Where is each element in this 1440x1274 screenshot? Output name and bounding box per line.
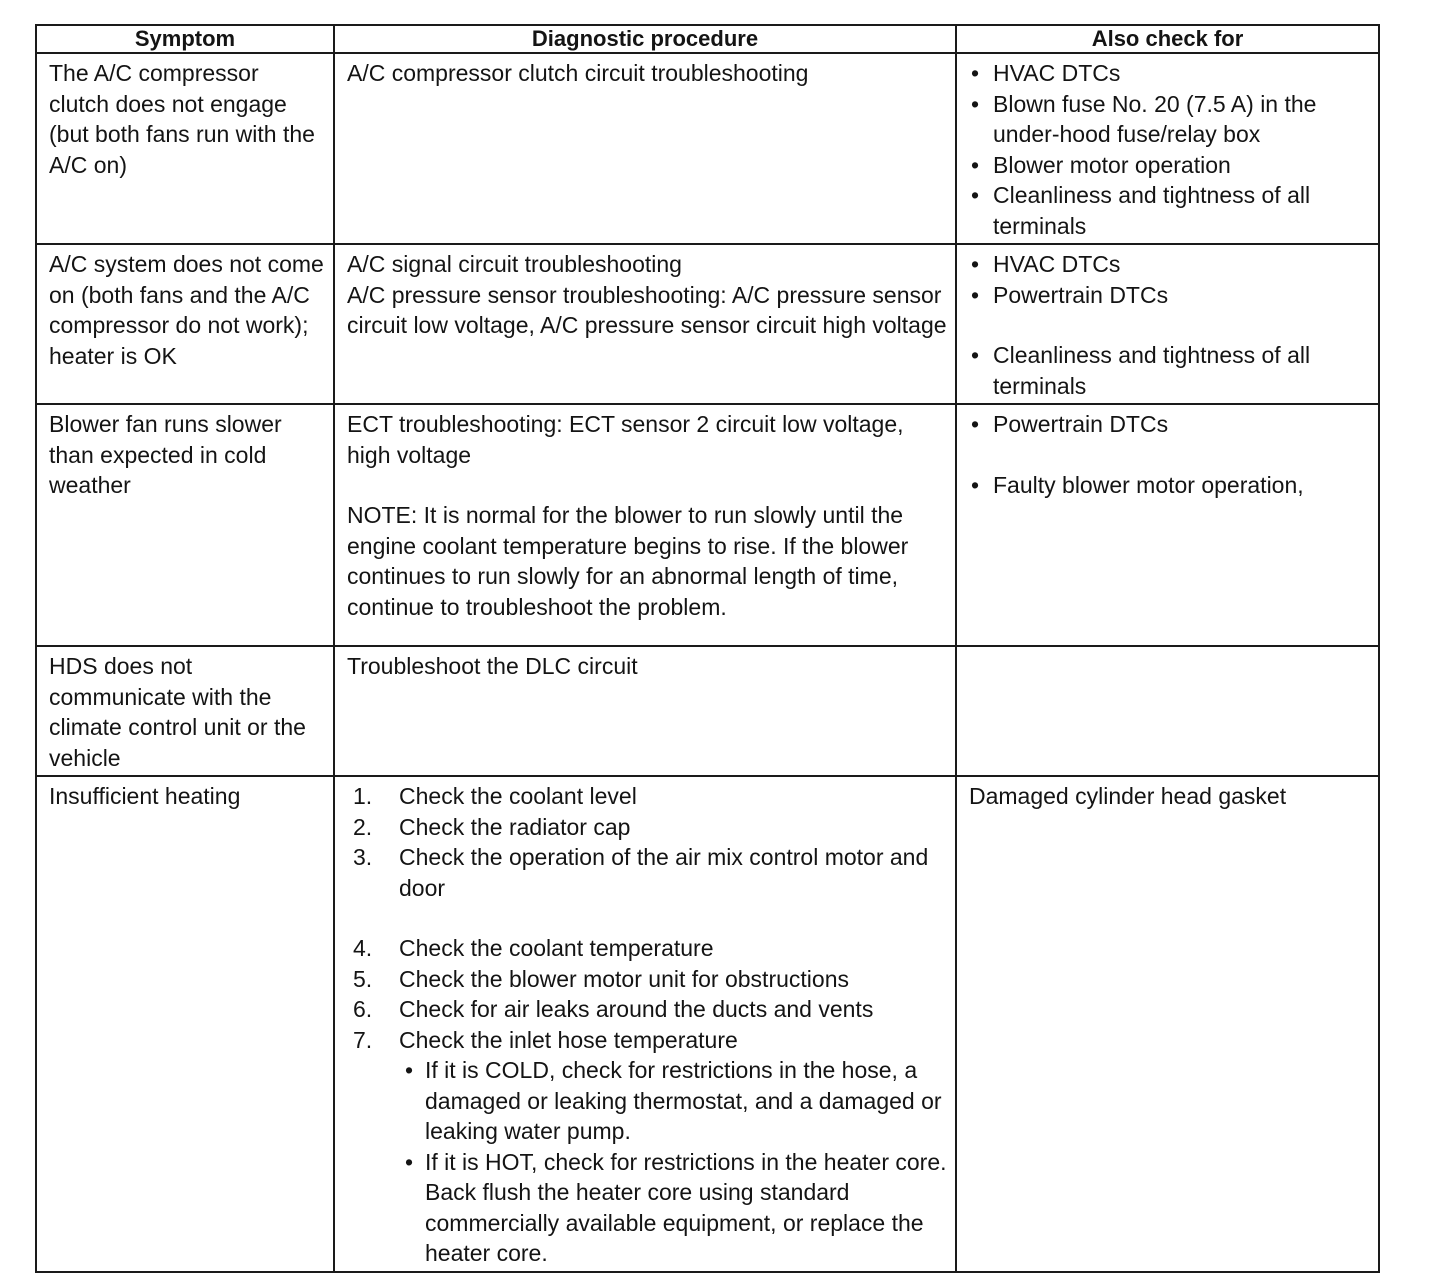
procedure-step (353, 812, 947, 843)
header-diagnostic-procedure: Diagnostic procedure (334, 25, 956, 53)
table-row (36, 646, 1379, 776)
check-cell: Damaged cylinder head gasket (956, 776, 1379, 1272)
step-text: Check for air leaks around the ducts and vents (399, 996, 874, 1022)
step-text: Check the blower motor unit for obstructions (399, 965, 849, 992)
symptom-cell: Insufficient heating (36, 776, 334, 1272)
check-list (969, 58, 1370, 241)
procedure-substeps (399, 1055, 947, 1269)
procedure-line: A/C signal circuit troubleshooting (347, 251, 682, 277)
procedure-step (353, 964, 947, 995)
check-item: • HVAC DTCs (969, 58, 1370, 89)
check-item: • Powertrain DTCs (969, 280, 1370, 311)
troubleshooting-sheet (35, 24, 1378, 1273)
header-symptom: Symptom (36, 25, 334, 53)
procedure-cell (334, 646, 956, 776)
procedure-step (353, 1025, 947, 1269)
procedure-line: A/C compressor clutch circuit troubleshooting (347, 60, 809, 86)
procedure-note: NOTE: It is normal for the blower to run slowly until the engine coolant temperature begins to rise. If the blower continues to run slowly for an abnormal length of time, continue to troubleshoot the problem. (347, 502, 909, 620)
procedure-cell (334, 53, 956, 244)
step-number: 3. (353, 844, 373, 870)
step-text: Check the inlet hose temperature (399, 1026, 738, 1053)
check-cell (956, 646, 1379, 776)
procedure-steps (347, 781, 947, 1269)
check-item: • Blower motor operation (969, 150, 1370, 181)
check-item: • HVAC DTCs (969, 249, 1370, 280)
header-also-check-for: Also check for (956, 25, 1379, 53)
symptom-cell: HDS does not communicate with the climate control unit or the vehicle (36, 646, 334, 776)
check-cell (956, 244, 1379, 404)
procedure-step (353, 933, 947, 964)
check-list (969, 409, 1370, 500)
procedure-step (353, 994, 947, 1025)
symptom-cell: The A/C compressor clutch does not engage (but both fans run with the A/C on) (36, 53, 334, 244)
procedure-step (353, 781, 947, 812)
check-item: • Blown fuse No. 20 (7.5 A) in the under-hood fuse/relay box (969, 89, 1370, 150)
check-item: • Cleanliness and tightness of all terminals (969, 340, 1370, 401)
step-number: 4. (353, 935, 373, 961)
procedure-line: Troubleshoot the DLC circuit (347, 653, 638, 679)
table-row (36, 53, 1379, 244)
step-text: Check the operation of the air mix control motor and door (399, 844, 929, 901)
procedure-substep: • If it is HOT, check for restrictions in the heater core. Back flush the heater core using standard commercially available equipment, or replace the heater core. (399, 1147, 947, 1269)
procedure-cell (334, 404, 956, 646)
symptom-cell: Blower fan runs slower than expected in cold weather (36, 404, 334, 646)
step-number: 1. (353, 783, 373, 809)
step-number: 2. (353, 813, 373, 840)
step-number: 5. (353, 965, 373, 992)
table-row (36, 244, 1379, 404)
step-number: 7. (353, 1026, 373, 1053)
procedure-cell (334, 244, 956, 404)
check-item: • Cleanliness and tightness of all terminals (969, 180, 1370, 241)
troubleshooting-table (35, 24, 1380, 1273)
check-item: • Powertrain DTCs (969, 409, 1370, 440)
table-header-row (36, 25, 1379, 53)
procedure-line: A/C pressure sensor troubleshooting: A/C pressure sensor circuit low voltage, A/C pressure sensor circuit high voltage (347, 281, 947, 338)
step-number: 6. (353, 996, 373, 1022)
table-row (36, 404, 1379, 646)
check-item: • Faulty blower motor operation, (969, 470, 1370, 501)
procedure-line: ECT troubleshooting: ECT sensor 2 circuit low voltage, high voltage (347, 411, 904, 468)
step-text: Check the coolant level (399, 783, 637, 809)
table-row (36, 776, 1379, 1272)
symptom-cell: A/C system does not come on (both fans and the A/C compressor do not work); heater is OK (36, 244, 334, 404)
step-text: Check the radiator cap (399, 813, 631, 840)
procedure-cell (334, 776, 956, 1272)
procedure-step (353, 842, 947, 903)
check-cell (956, 404, 1379, 646)
check-cell (956, 53, 1379, 244)
check-list (969, 249, 1370, 401)
step-text: Check the coolant temperature (399, 935, 714, 961)
procedure-substep: • If it is COLD, check for restrictions in the hose, a damaged or leaking thermostat, and a damaged or leaking water pump. (399, 1055, 947, 1147)
